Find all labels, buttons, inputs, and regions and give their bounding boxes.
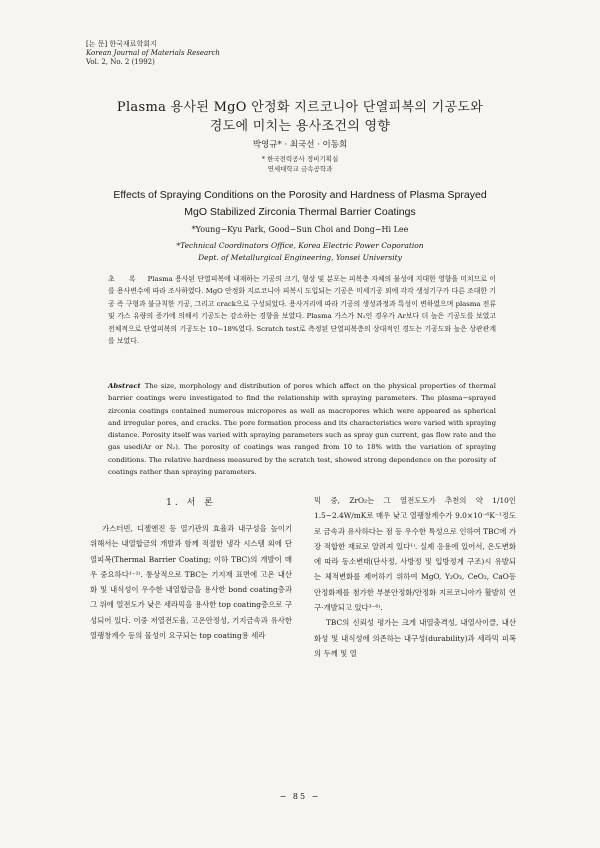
authors-english: *Young−Kyu Park, Good−Sun Choi and Dong−Hi Lee: [191, 225, 409, 234]
authors-korean: 박영규* · 최국선 · 이동희: [252, 140, 348, 150]
title-ko-line1: Plasma 용사된 MgO 안정화 지르코니아 단열피복의 기공도와: [116, 100, 484, 115]
abstract-ko-label: 초 록: [108, 275, 142, 283]
abstract-en-text: The size, morphology and distribution of pores which affect on the physical properties of thermal barrier coatings were investigated to find the relationship with spraying parameters. The plasma−sprayed zirconia coatings contained numerous micropores as well as macropores which were appeared as spherical and irregular pores, and cracks. The pore formation process and its characteristics were varied with spraying distance. Porosity itself was varied with spraying parameters such as spray gun current, gas flow rate and the gas used(Ar or N₂). The porosity of coatings was ranged from 10 to 18% with the variation of spraying conditions. The relative hardness measured by the scratch test, showed strong dependence on the porosity of coatings rather than spraying parameters.: [108, 382, 496, 477]
page-number: − 85 −: [279, 792, 321, 801]
journal-info: [86, 40, 220, 67]
title-en-line1: Effects of Spraying Conditions on the Porosity and Hardness of Plasma Sprayed: [113, 189, 487, 201]
abstract-en-label: Abstract: [108, 382, 141, 390]
affiliations-english: [60, 240, 540, 264]
affiliation-en-1: *Technical Coordinators Office, Korea Electric Power Coporation: [176, 241, 424, 250]
abstract-english: [108, 380, 496, 478]
title-en-line2: MgO Stabilized Zirconia Thermal Barrier Coatings: [184, 206, 416, 218]
body-column-right: [314, 493, 516, 661]
journal-name-ko: [논 문] 한국재료학회지: [86, 40, 157, 48]
paper-title-korean: [60, 98, 540, 136]
body-paragraph: 가스터빈, 디젤엔진 등 열기관의 효율과 내구성을 높이기 위해서는 내열합금의 개발과 함께 적절한 냉각 시스템 외에 단열피복(Thermal Barrier Coating; 이하 TBC)의 개발이 매우 중요하다¹⁻²⁾. 통상적으로 TBC는 기지재 표면에 고온 내산화 및 내식성이 우수한 내열합금을 용사한 bond coating층과 그 위에 열전도가 낮은 세라믹을 용사한 top coating층으로 구성되어 있다. 이중 저열전도율, 고온안정성, 기지금속과 유사한 열팽창계수 등의 물성이 요구되는 top coating용 세라: [90, 524, 292, 641]
paper-title-english: [60, 187, 540, 221]
body-paragraph: 믹 중, ZrO₂는 그 열전도도가 추천의 약 1/10인 1.5~2.4W/mK로 매우 낮고 열팽창계수가 9.0×10⁻⁶K⁻¹정도로 금속과 유사하다는 점 등 우수한 특성으로 인하여 TBC에 가장 적합한 재료로 알려져 있다¹⁾. 실제 응용에 있어서, 온도변화에 따라 동소변태(단사정, 사방정 및 입방정계 구조)시 유발되는 체적변화를 제어하기 위하여 MgO, Y₂O₃, CeO₂, CaO등 안정화제를 첨가한 부분안정화/안정화 지르코니아가 활발히 연구·개발되고 있다³⁻⁶⁾.: [314, 496, 516, 613]
affiliations-korean: [60, 154, 540, 174]
affiliation-en-2: Dept. of Metallurgical Engineering, Yonsei University: [198, 253, 402, 262]
body-column-left: [90, 521, 292, 643]
affiliation-ko-1: * 한국전력공사 정비기획실: [261, 155, 339, 163]
journal-volume: Vol. 2, No. 2 (1992): [86, 58, 155, 66]
journal-name-en: Korean Journal of Materials Research: [86, 49, 220, 57]
affiliation-ko-2: 연세대학교 금속공학과: [267, 165, 333, 173]
body-paragraph: TBC의 신뢰성 평가는 크게 내열충격성, 내열사이클, 내산화성 및 내식성에 의존하는 내구성(durability)과 세라믹 피복의 두께 및 열: [314, 618, 516, 658]
title-ko-line2: 경도에 미치는 용사조건의 영향: [209, 119, 391, 134]
abstract-ko-text: Plasma 용사된 단열피복에 내재하는 기공의 크기, 형상 및 분포는 피복층 자체의 물성에 지대한 영향을 미치므로 이를 용사변수에 따라 조사하였다. MgO 안정화 지르코니아 피복시 도입되는 기공은 미세기공 외에 각각 생성기구가 다른 조대한 기공 즉 구형과 불규칙한 기공, 그리고 crack으로 구성되었다. 용사거리에 따라 기공의 생성과정과 특성이 변하였으며 plasma 전류 및 가스 유량의 증가에 의해서 기공도는 감소하는 경향을 보였다. Plasma 가스가 N₂인 경우가 Ar보다 더 높은 기공도를 보였고 전체적으로 단열피복의 기공도는 10~18%였다. Scratch test로 측정된 단열피복층의 상대적인 경도는 기공도와 높은 상관관계를 보였다.: [108, 275, 496, 346]
section-heading-introduction: 1. 서 론: [166, 498, 216, 508]
abstract-korean: [108, 273, 496, 347]
